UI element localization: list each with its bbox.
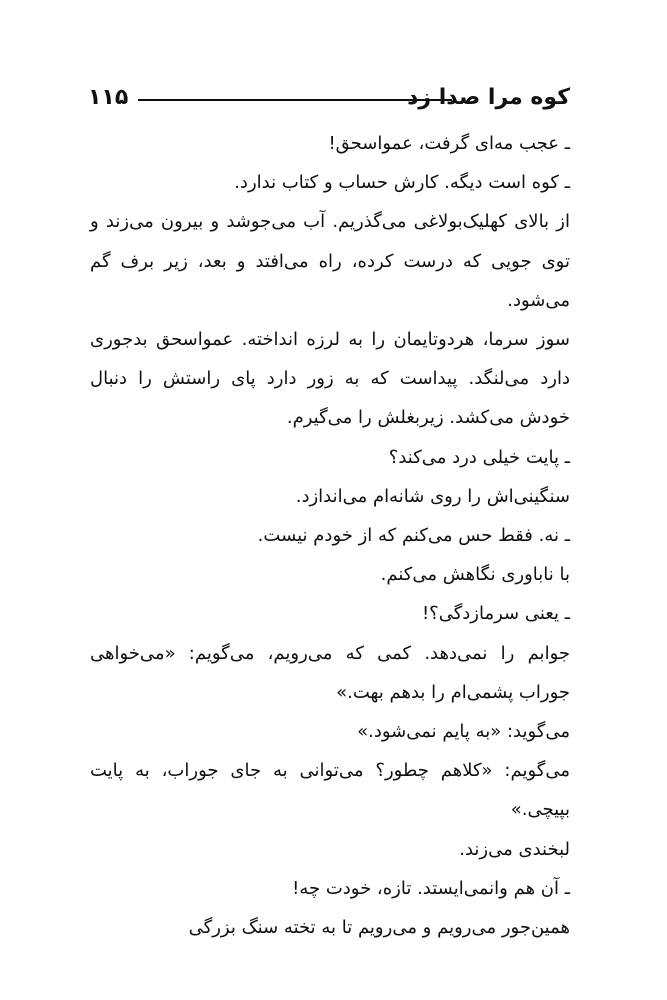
body-text — [90, 124, 570, 947]
paragraph: می‌گوید: «به پایم نمی‌شود.» — [357, 721, 570, 743]
running-header — [88, 82, 570, 114]
paragraph: با ناباوری نگاهش می‌کنم. — [380, 564, 570, 586]
header-rule — [138, 99, 452, 101]
paragraph: همین‌جور می‌رویم و می‌رویم تا به تخته سنگ بزرگی — [188, 917, 570, 939]
paragraph: ـ پایت خیلی درد می‌کند؟ — [388, 446, 570, 468]
paragraph: از بالای کهلیک‌بولاغی می‌گذریم. آب می‌جوشد و بیرون می‌زند و توی جویی که درست کرده، راه می‌افتد و بعد، زیر برف گم می‌شود. — [90, 211, 570, 311]
book-title: کوه مرا صدا زد — [407, 85, 570, 110]
paragraph: می‌گویم: «کلاهم چطور؟ می‌توانی به جای جوراب، به پایت بپیچی.» — [90, 760, 570, 821]
paragraph: ـ کوه است دیگه. کارش حساب و کتاب ندارد. — [234, 172, 570, 194]
paragraph: سوز سرما، هردوتایمان را به لرزه انداخته. عمواسحق بدجوری دارد می‌لنگد. پیداست که به زور دارد پای راستش را دنبال خودش می‌کشد. زیربغلش را می‌گیرم. — [90, 329, 570, 429]
paragraph: ـ عجب مه‌ای گرفت، عمواسحق! — [328, 133, 570, 154]
paragraph: ـ نه. فقط حس می‌کنم که از خودم نیست. — [257, 525, 570, 547]
paragraph: ـ آن هم وانمی‌ایستد. تازه، خودت چه! — [292, 877, 570, 899]
paragraph: ـ یعنی سرمازدگی؟! — [421, 603, 570, 625]
paragraph: جوابم را نمی‌دهد. کمی که می‌رویم، می‌گویم: «می‌خواهی جوراب پشمی‌ام را بدهم بهت.» — [90, 642, 570, 703]
paragraph: لبخندی می‌زند. — [459, 838, 570, 860]
page-number: ۱۱۵ — [88, 85, 129, 110]
paragraph: سنگینی‌اش را روی شانه‌ام می‌اندازد. — [295, 485, 570, 507]
